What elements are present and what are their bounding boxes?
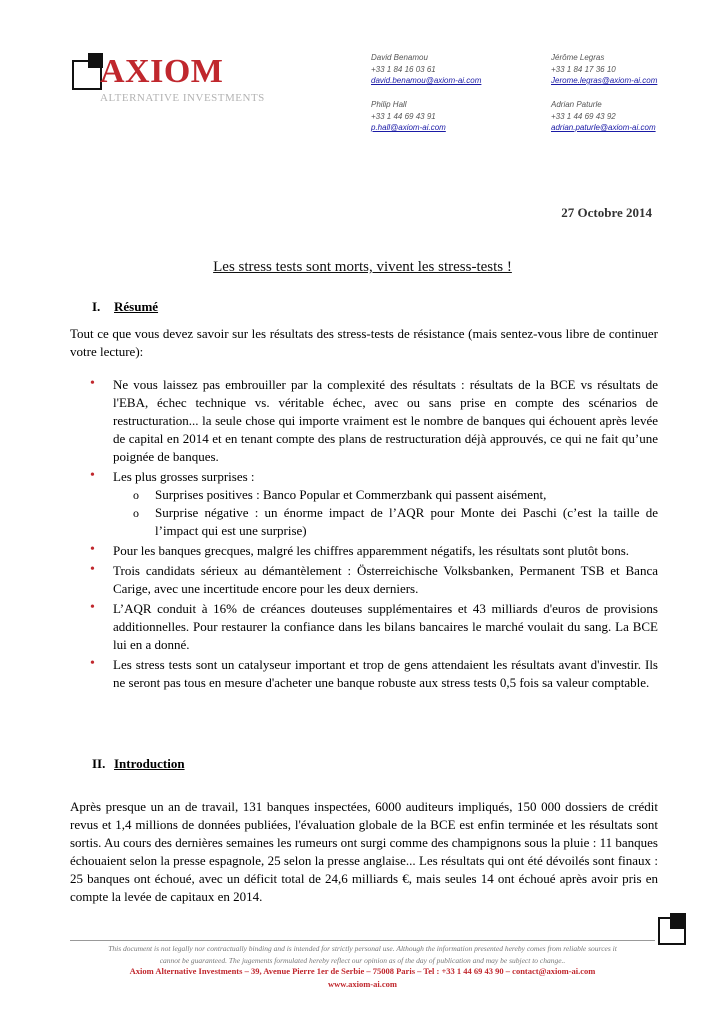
contact-phone: +33 1 84 17 36 10 — [551, 64, 616, 74]
bullet-icon: • — [90, 562, 95, 577]
footer-disclaimer — [70, 943, 655, 967]
bullet-text: Ne vous laissez pas embrouiller par la complexité des résultats : résultats de la BCE vs résultats de l'EBA, échec technique vs. véritable échec, avec ou sans prise en compte des scénarios de restructuration... la seule chose qui importe vraiment est le nombre de banques qui échouent après levée de capital en 2014 et en tenant compte des plans de restructuration déjà approuvés, ce qui ne fait qu’une poignée de banques. — [113, 377, 658, 464]
bullet-text: Les stress tests sont un catalyseur important et trop de gens attendaient les résultats avant d'investir. Ils ne seront pas tous en mesure d'acheter une banque robuste aux stress tests 0,5 fois sa valeur comptable. — [113, 657, 658, 690]
list-item — [113, 504, 658, 540]
contact-name: Jérôme Legras — [551, 53, 605, 62]
footer-divider — [70, 940, 655, 941]
summary-bullet-list — [88, 376, 658, 694]
section-number: I. — [92, 299, 101, 314]
bullet-text: Trois candidats sérieux au démantèlement : Österreichische Volksbanken, Permanent TSB et Banca Carige, avec une incertitude encore pour les deux derniers. — [113, 563, 658, 596]
bullet-icon: • — [90, 600, 95, 615]
disclaimer-line: cannot be guaranteed. The jugements formulated hereby reflect our opinion as of the day of publication and may be subject to change.. — [159, 956, 566, 965]
section-heading-introduction — [92, 756, 185, 772]
contact-name: David Benamou — [371, 53, 428, 62]
contact-email-link[interactable]: adrian.paturle@axiom-ai.com — [551, 123, 656, 132]
bullet-icon: • — [90, 542, 95, 557]
contact-email-link[interactable]: david.benamou@axiom-ai.com — [371, 76, 482, 85]
contact-phone: +33 1 84 16 03 61 — [371, 64, 436, 74]
document-title: Les stress tests sont morts, vivent les stress-tests ! — [213, 259, 512, 275]
bullet-icon: • — [90, 468, 95, 483]
list-item — [88, 562, 658, 598]
section-heading-summary — [92, 299, 158, 315]
contact-email-link[interactable]: p.hall@axiom-ai.com — [371, 123, 446, 132]
contact-name: Adrian Paturle — [551, 100, 602, 109]
list-item — [88, 376, 658, 466]
contact-card — [551, 52, 657, 87]
sub-bullet-icon: o — [133, 506, 139, 520]
contact-card — [551, 99, 656, 134]
axiom-logo — [70, 50, 270, 110]
bullet-icon: • — [90, 656, 95, 671]
contact-phone: +33 1 44 69 43 92 — [551, 111, 616, 121]
footer-logo-fill-icon — [670, 913, 686, 929]
contact-phone: +33 1 44 69 43 91 — [371, 111, 436, 121]
sub-bullet-icon: o — [133, 488, 139, 502]
document-date: 27 Octobre 2014 — [561, 205, 652, 220]
footer-website-link[interactable]: www.axiom-ai.com — [328, 979, 397, 989]
bullet-text: Les plus grosses surprises : — [113, 469, 255, 484]
bullet-text: Pour les banques grecques, malgré les chiffres apparemment négatifs, les résultats sont plutôt bons. — [113, 543, 630, 558]
sub-bullet-text: Surprise négative : un énorme impact de l’AQR pour Monte dei Paschi (c’est la taille de l’impact qui est une surprise) — [155, 505, 658, 538]
sub-bullet-text: Surprises positives : Banco Popular et Commerzbank qui passent aisément, — [155, 487, 547, 502]
contact-email-link[interactable]: Jerome.legras@axiom-ai.com — [551, 76, 658, 85]
section-number: II. — [92, 756, 106, 771]
list-item — [88, 468, 658, 540]
contact-card — [371, 99, 446, 134]
section-label: Introduction — [114, 756, 185, 771]
list-item — [113, 486, 658, 504]
section-label: Résumé — [114, 299, 159, 314]
logo-tagline: ALTERNATIVE INVESTMENTS — [100, 92, 265, 104]
contact-card — [371, 52, 481, 87]
intro-paragraph: Tout ce que vous devez savoir sur les résultats des stress-tests de résistance (mais sentez-vous libre de continuer votre lecture): — [70, 326, 658, 359]
bullet-icon: • — [90, 376, 95, 391]
disclaimer-line: This document is not legally nor contractually binding and is intended for strictly personal use. Although the information presented hereby comes from reliable sources it — [108, 944, 617, 953]
introduction-paragraph: Après presque un an de travail, 131 banques inspectées, 6000 auditeurs impliqués, 150 000 dossiers de crédit revus et 1,4 millions de données publiées, l'évaluation globale de la BCE est enfin terminée et les résultats sont sortis. Au cours des dernières semaines les rumeurs ont surgi comme des champignons sous la pluie : 11 banques échouaient selon la presse espagnole, 25 selon la presse anglaise... Les résultats qui ont été dévoilés sont finaux : 25 banques ont échoué, avec un déficit total de 24,6 milliards €, mais seules 14 ont échoué après avoir pris en compte la levée de capitaux en 2014. — [70, 799, 658, 904]
logo-wordmark: AXIOM — [100, 53, 224, 90]
footer-address: Axiom Alternative Investments – 39, Avenue Pierre 1er de Serbie – 75008 Paris – Tel : +33 1 44 69 43 90 – contact@axiom-ai.com — [129, 966, 596, 976]
list-item — [88, 542, 658, 560]
bullet-text: L’AQR conduit à 16% de créances douteuses supplémentaires et 43 milliards d'euros de provisions additionnelles. Pour restaurer la confiance dans les bilans bancaires le marché voulait du sang. La BCE lui en a donné. — [113, 601, 658, 652]
list-item — [88, 600, 658, 654]
list-item — [88, 656, 658, 692]
contact-name: Philip Hall — [371, 100, 407, 109]
surprises-sub-list — [113, 486, 658, 540]
